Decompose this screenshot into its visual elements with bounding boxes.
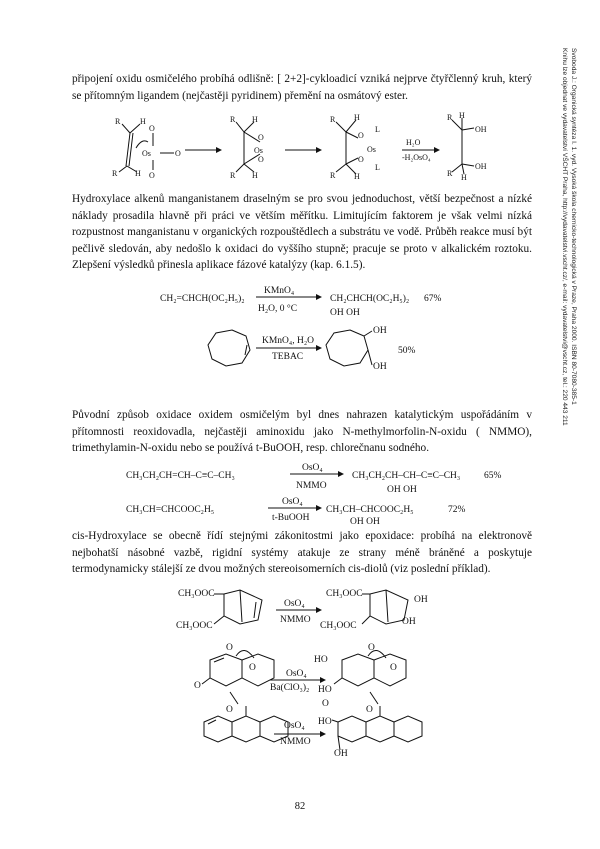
- svg-text:H: H: [135, 169, 141, 178]
- svg-text:CH₃OOC: CH₃OOC: [326, 589, 363, 599]
- svg-text:NMMO: NMMO: [296, 481, 327, 491]
- svg-text:H: H: [252, 115, 258, 124]
- svg-text:O: O: [226, 643, 233, 653]
- svg-text:67%: 67%: [424, 294, 442, 304]
- svg-text:CH₂=CHCH(OC₂H₅)₂: CH₂=CHCH(OC₂H₅)₂: [160, 294, 245, 304]
- svg-text:NMMO: NMMO: [280, 737, 311, 747]
- svg-text:CH₃CH=CHCOOC₂H₅: CH₃CH=CHCOOC₂H₅: [126, 505, 215, 515]
- svg-text:R: R: [330, 115, 336, 124]
- svg-text:H₂O, 0 °C: H₂O, 0 °C: [258, 304, 298, 314]
- svg-text:OH: OH: [373, 326, 387, 336]
- svg-text:OH OH: OH OH: [350, 517, 380, 527]
- scheme-osmate-mechanism: [0, 108, 600, 180]
- svg-text:O: O: [258, 133, 264, 142]
- svg-text:CH₃OOC: CH₃OOC: [176, 621, 213, 631]
- svg-text:OH OH: OH OH: [330, 308, 360, 318]
- svg-text:KMnO₄: KMnO₄: [264, 286, 295, 296]
- svg-text:R: R: [230, 171, 236, 180]
- citation-sidebar: [555, 48, 577, 588]
- svg-text:OH: OH: [414, 595, 428, 605]
- svg-text:H: H: [354, 113, 360, 122]
- svg-text:H: H: [459, 111, 465, 120]
- svg-text:R: R: [115, 117, 121, 126]
- scheme-permanganate: [0, 287, 600, 397]
- svg-text:O: O: [368, 643, 375, 653]
- svg-text:CH₃CH₂CH–CH–C≡C–CH₃: CH₃CH₂CH–CH–C≡C–CH₃: [352, 471, 461, 481]
- svg-text:O: O: [175, 149, 181, 158]
- svg-text:O: O: [194, 681, 201, 691]
- svg-text:O: O: [390, 663, 397, 673]
- svg-text:HO: HO: [318, 717, 332, 727]
- svg-text:H₂O: H₂O: [406, 138, 421, 147]
- svg-text:72%: 72%: [448, 505, 466, 515]
- svg-text:CH₃OOC: CH₃OOC: [320, 621, 357, 631]
- svg-text:O: O: [149, 124, 155, 133]
- svg-text:O: O: [226, 705, 233, 715]
- svg-text:Ba(ClO₃)₂: Ba(ClO₃)₂: [270, 683, 310, 693]
- svg-text:HO: HO: [318, 685, 332, 695]
- svg-text:OsO₄: OsO₄: [284, 721, 305, 731]
- svg-text:R: R: [447, 113, 453, 122]
- svg-text:t-BuOOH: t-BuOOH: [272, 513, 310, 523]
- svg-text:L: L: [375, 125, 380, 134]
- svg-text:65%: 65%: [484, 471, 502, 481]
- svg-text:OsO₄: OsO₄: [286, 669, 307, 679]
- svg-text:H: H: [140, 117, 146, 126]
- citation-text: [560, 48, 577, 588]
- svg-text:H: H: [354, 172, 360, 181]
- svg-text:OH: OH: [334, 749, 348, 759]
- svg-text:O: O: [358, 155, 364, 164]
- svg-text:OH: OH: [373, 362, 387, 372]
- svg-text:H: H: [461, 173, 467, 182]
- scheme-cyclic-substrates: [0, 582, 600, 772]
- svg-text:R: R: [330, 171, 336, 180]
- svg-text:CH₃CH–CHCOOC₂H₅: CH₃CH–CHCOOC₂H₅: [326, 505, 414, 515]
- svg-text:50%: 50%: [398, 346, 416, 356]
- svg-text:O: O: [149, 171, 155, 180]
- svg-text:CH₃CH₂CH=CH–C≡C–CH₃: CH₃CH₂CH=CH–C≡C–CH₃: [126, 471, 235, 481]
- svg-text:O: O: [249, 663, 256, 673]
- svg-text:Os: Os: [367, 145, 376, 154]
- svg-text:-H₂OsO₄: -H₂OsO₄: [402, 153, 431, 162]
- svg-text:CH₂CHCH(OC₂H₅)₂: CH₂CHCH(OC₂H₅)₂: [330, 294, 410, 304]
- scheme-catalytic-osmium: [0, 463, 600, 527]
- svg-text:OsO₄: OsO₄: [282, 497, 303, 507]
- svg-text:NMMO: NMMO: [280, 615, 311, 625]
- paragraph-catalytic-osmium: Původní způsob oxidace oxidem osmičelým byl dnes nahrazen katalytickým uspořádáním v přítomnosti reoxidovadla, nejčastěji aminoxidu jako N-methylmorfolin-N-oxidu ( NMMO), trimethylamin-N-oxidu nebo se používá t-BuOOH, resp. chlorečnanu sodného.: [72, 409, 532, 455]
- svg-text:Os: Os: [254, 146, 263, 155]
- svg-text:OH: OH: [402, 617, 416, 627]
- svg-text:CH₃OOC: CH₃OOC: [178, 589, 215, 599]
- svg-text:O: O: [258, 155, 264, 164]
- svg-text:Os: Os: [142, 149, 151, 158]
- svg-text:O: O: [358, 131, 364, 140]
- svg-text:H: H: [252, 171, 258, 180]
- svg-text:O: O: [322, 699, 329, 709]
- page-number: 82: [294, 801, 306, 812]
- svg-text:R: R: [447, 169, 453, 178]
- citation-line-1: Svoboda J.: Organická syntéza I. 1. vyd. Vysoká škola chemicko-technologická v Praze, Praha 2000. ISBN 80-7080-385-1: [570, 48, 577, 405]
- svg-text:HO: HO: [314, 655, 328, 665]
- citation-line-2: Knihu lze objednat ve vydavatelství VŠCHT Praha, http://vydavatelstvi.vscht.cz/, e-mail: vydavatelstvi@vscht.cz, tel.: 220 443 211: [561, 48, 569, 426]
- paragraph-osmate-ester: připojení oxidu osmičelého probíhá odlišně: [ 2+2]-cykloadicí vzniká nejprve čtyřčlenný kruh, který se přítomným ligandem (nejčastěji pyridinem) přemění na osmátový ester.: [72, 73, 532, 102]
- svg-text:R: R: [230, 115, 236, 124]
- svg-text:R: R: [112, 169, 118, 178]
- svg-text:KMnO₄, H₂O: KMnO₄, H₂O: [262, 336, 315, 346]
- svg-text:OsO₄: OsO₄: [284, 599, 305, 609]
- svg-text:L: L: [375, 163, 380, 172]
- paragraph-cis-hydroxylation: cis-Hydroxylace se obecně řídí stejnými zákonitostmi jako epoxidace: probíhá na elektronově nejbohatší násobné vazbě, rigidní systémy atakuje ze strany méně bráněné a poskytuje termodynamicky stálejší ze dvou možných stereoisomerních cis-diolů (viz poslední příklad).: [72, 530, 532, 576]
- svg-text:OH: OH: [475, 125, 487, 134]
- svg-text:TEBAC: TEBAC: [272, 352, 304, 362]
- svg-text:OsO₄: OsO₄: [302, 463, 323, 473]
- svg-text:OH: OH: [475, 162, 487, 171]
- paragraph-permanganate: Hydroxylace alkenů manganistanem draselným se pro svou jednoduchost, větší bezpečnost a nízké náklady prosadila hlavně při práci ve větším měřítku. Limitujícím faktorem je však velmi nízká rozpustnost manganistanu v organických rozpouštědlech a substrátu ve vodě. Průběh reakce musí být pečlivě sledován, aby nedošlo k oxidaci do vyššího stupně; pracuje se proto v alkalickém roztoku. Zlepšení výsledků přinesla aplikace fázové katalýzy (kap. 6.1.5).: [72, 193, 532, 272]
- svg-text:O: O: [366, 705, 373, 715]
- svg-text:OH OH: OH OH: [387, 485, 417, 495]
